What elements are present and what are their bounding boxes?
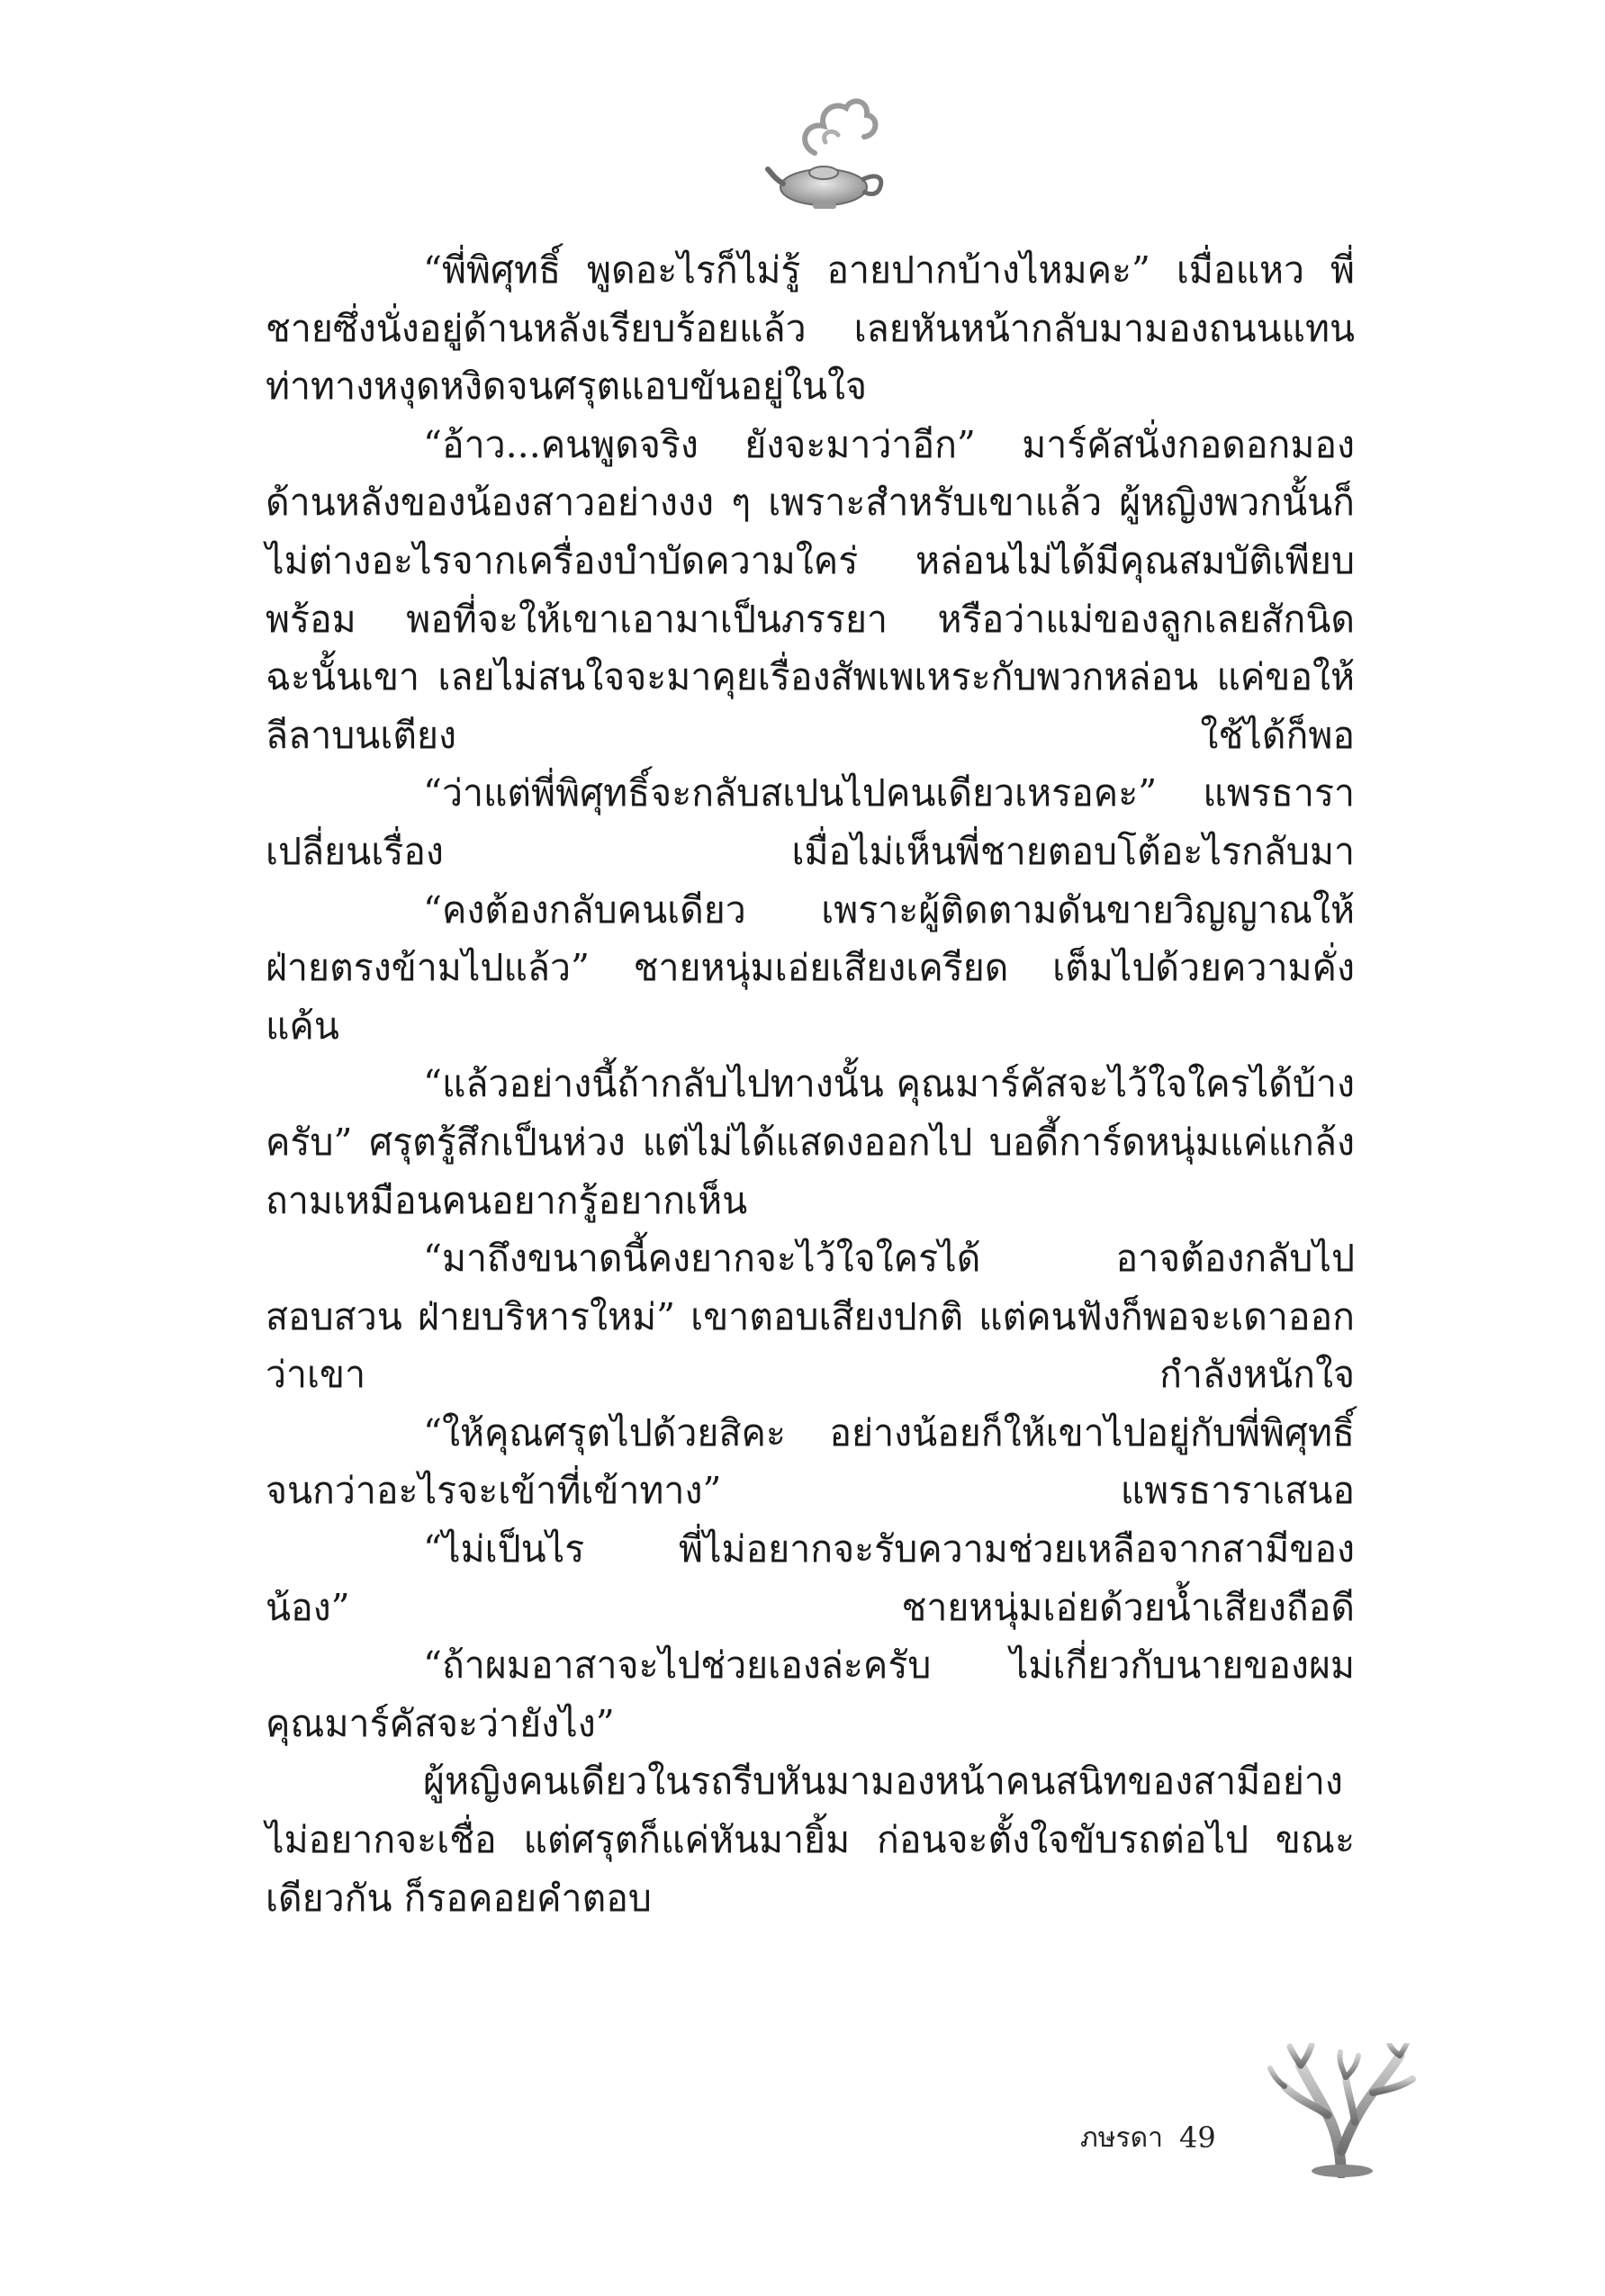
paragraph-10: ผู้หญิงคนเดียวในรถรีบหันมามองหน้าคนสนิทของสามีอย่าง ไม่อยากจะเชื่อ แต่ศรุตก็แค่หันมายิ้ม ก่อนจะตั้งใจขับรถต่อไป ขณะเดียวกัน ก็รอคอยคำตอบ xyxy=(266,1760,1355,1920)
paragraph-3: “ว่าแต่พี่พิศุทธิ์จะกลับสเปนไปคนเดียวเหรอคะ” แพรธารา เปลี่ยนเรื่อง เมื่อไม่เห็นพี่ชายตอบโต้อะไรกลับมา xyxy=(266,771,1355,873)
oil-lamp-icon xyxy=(761,90,896,225)
page-footer xyxy=(1080,2106,1216,2169)
body-text xyxy=(266,241,1355,1927)
paragraph-8: “ไม่เป็นไร พี่ไม่อยากจะรับความช่วยเหลือจากสามีของน้อง” ชายหนุ่มเอ่ยด้วยน้ำเสียงถือดี xyxy=(266,1527,1355,1629)
paragraph-7: “ให้คุณศรุตไปด้วยสิคะ อย่างน้อยก็ให้เขาไปอยู่กับพี่พิศุทธิ์ จนกว่าอะไรจะเข้าที่เข้าทาง” แพรธาราเสนอ xyxy=(266,1410,1355,1513)
paragraph-5: “แล้วอย่างนี้ถ้ากลับไปทางนั้น คุณมาร์คัสจะไว้ใจใครได้บ้าง ครับ” ศรุตรู้สึกเป็นห่วง แต่ไม่ได้แสดงออกไป บอดี้การ์ดหนุ่มแค่แกล้ง ถามเหมือนคนอยากรู้อยากเห็น xyxy=(266,1062,1355,1222)
paragraph-2: “อ้าว...คนพูดจริง ยังจะมาว่าอีก” มาร์คัสนั่งกอดอกมอง ด้านหลังของน้องสาวอย่างงง ๆ เพราะสำหรับเขาแล้ว ผู้หญิงพวกนั้นก็ ไม่ต่างอะไรจากเครื่องบำบัดความใคร่ หล่อนไม่ได้มีคุณสมบัติเพียบพร้อม พอที่จะให้เขาเอามาเป็นภรรยา หรือว่าแม่ของลูกเลยสักนิด ฉะนั้นเขา เลยไม่สนใจจะมาคุยเรื่องสัพเพเหระกับพวกหล่อน แค่ขอให้ลีลาบนเตียง ใช้ได้ก็พอ xyxy=(266,422,1355,757)
running-title: ภษรดา xyxy=(1080,2121,1163,2154)
paragraph-1: “พี่พิศุทธิ์ พูดอะไรก็ไม่รู้ อายปากบ้างไหมคะ” เมื่อแหว พี่ชายซึ่งนั่งอยู่ด้านหลังเรียบร้อยแล้ว เลยหันหน้ากลับมามองถนนแทน ท่าทางหงุดหงิดจนศรุตแอบขันอยู่ในใจ xyxy=(266,248,1355,409)
paragraph-6: “มาถึงขนาดนี้คงยากจะไว้ใจใครได้ อาจต้องกลับไปสอบสวน ฝ่ายบริหารใหม่” เขาตอบเสียงปกติ แต่คนฟังก็พอจะเดาออกว่าเขา กำลังหนักใจ xyxy=(266,1237,1355,1397)
page-number: 49 xyxy=(1179,2120,1216,2155)
paragraph-9: “ถ้าผมอาสาจะไปช่วยเองล่ะครับ ไม่เกี่ยวกับนายของผม คุณมาร์คัสจะว่ายังไง” xyxy=(266,1643,1355,1745)
coral-icon xyxy=(1265,2043,1418,2178)
paragraph-4: “คงต้องกลับคนเดียว เพราะผู้ติดตามดันขายวิญญาณให้ ฝ่ายตรงข้ามไปแล้ว” ชายหนุ่มเอ่ยเสียงเครียด เต็มไปด้วยความคั่งแค้น xyxy=(266,887,1355,1048)
